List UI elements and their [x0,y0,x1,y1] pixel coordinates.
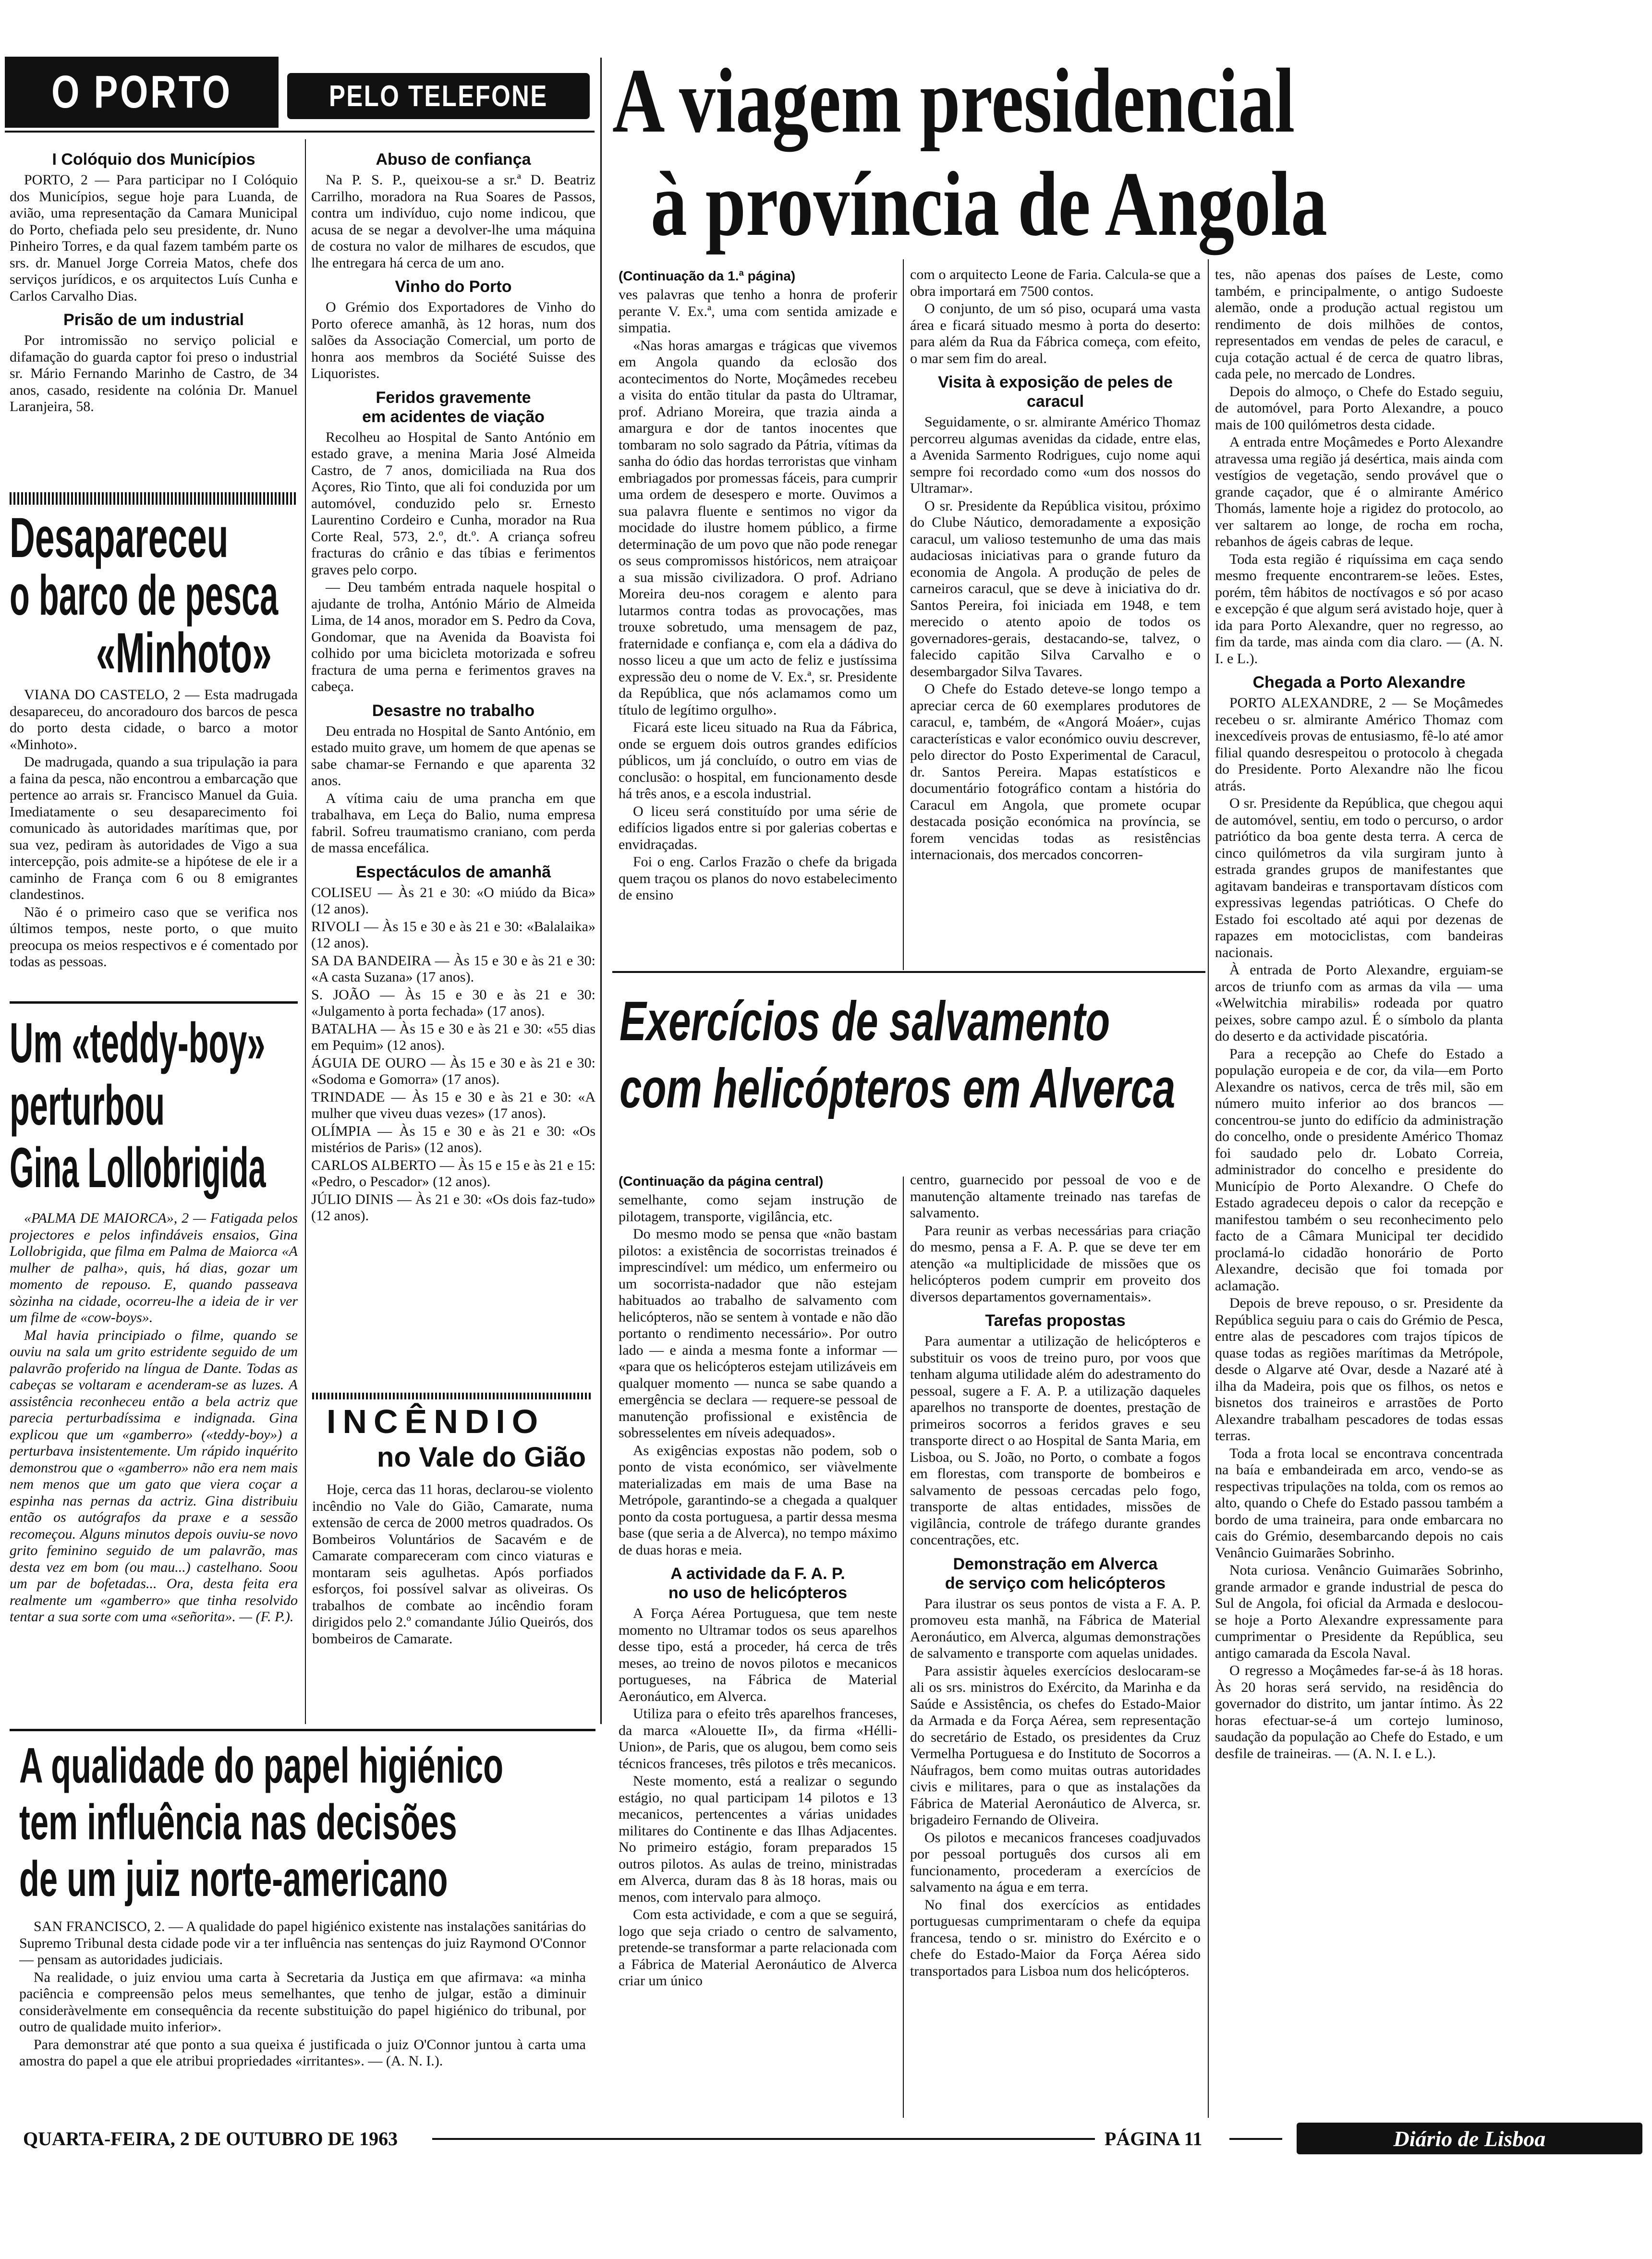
espectaculos-title: Espectáculos de amanhã [355,862,551,881]
exercicios-continuation: (Continuação da página central) [619,1174,824,1189]
viagem-c-paragraph-10: Toda a frota local se encontrava concentrada na baía e embandeirada em arco, vendo-se as respectivas tripulações na tolda, com os remos ao alto, quando o Chefe do Estado passou também a bordo de uma traineira, para onde embarcara no cais do Grémio, desembarcando depois no cais Venâncio Guimarães Sobrinho. [1215,1445,1503,1561]
viagem-c-paragraph-1: tes, não apenas dos países de Leste, como também, e principalmente, o antigo Sudoeste alemão, onde a produção actual registou um rendimento de dois milhões de contos, representados em vendas de peles de caracul, e cuja cotação actual é de cerca de quatro libras, cada pele, no mercado de Londres. [1215,267,1503,382]
feridos-title-2: em acidentes de viação [362,407,545,426]
viagem-a-paragraph-2: «Nas horas amargas e trágicas que vivemos em Angola quando da eclosão dos acontecimentos do Norte, Moçâmedes recebeu a visita do então titular da pasta do Ultramar, prof. Adriano Moreira, que trazia ainda a amargura e dor de tantos inocentes que tombaram no solo sagrado da Pátria, vítimas da sanha do ódio das hordas terroristas que vinham embriagados por promessas fáceis, para cumprir uma ordem de desespero e morte. Ouvimos a sua palavra fluente e sentimos no vigor da mocidade do ilustre homem público, a firme determinação de um povo que não pode renegar os seus compromissos históricos, nem atraiçoar a sua missão civilizadora. O prof. Adriano Moreira deu-nos coragem e alento para lutarmos contra todas as provocações, mas trouxe sobretudo, uma mensagem de paz, fraternidade e confiança e, com ela a dádiva do nosso liceu a que um acto de feliz e justíssima expressão deu o nome de V. Ex.ª, sr. Presidente da República, que nós aclamamos como um título de legítimo orgulho». [619,337,897,718]
exercicios-a-paragraph-7: Com esta actividade, e com a que se seguirá, logo que seja criado o centro de salvamento, pretende-se transformar a parte relacionada com a Fábrica de Material Aeronáutico de Alverca criar um único [619,1907,897,1989]
papel-headline-line-2: tem influência nas decisões [19,1795,457,1850]
viagem-c-paragraph-6: O sr. Presidente da República, que chegou aqui de automóvel, sentiu, em todo o percurso, o ardor patriótico da boa gente desta terra. A cerca de cinco quilómetros da vila surgiram junto à estrada grandes grupos de manifestantes que agitavam bandeiras e transportavam dísticos com expressivas legendas patrióticas. O Chefe do Estado foi escoltado até aqui por dezenas de rapazes em motociclistas, com bandeiras nacionais. [1215,795,1503,960]
espectaculo-item: COLISEU — Às 21 e 30: «O miúdo da Bica» (12 anos). [311,884,595,917]
exercicios-b-paragraph-2: Para reunir as verbas necessárias para criação do mesmo, pensa a F. A. P. que se deve ter em atenção «a multiplicidade de missões que os helicópteros podem cumprir em proveito dos diversos departamentos governamentais». [910,1222,1201,1305]
papel-headline-line-1: A qualidade do papel higiénico [19,1738,504,1794]
viagem-column-a [619,267,897,968]
desastre-paragraph-2: A vítima caiu de uma prancha em que trabalhava, em Leça do Balio, numa empresa fabril. Sofreu traumatismo craniano, com perda de massa encefálica. [311,790,595,856]
barco-paragraph-2: De madrugada, quando a sua tripulação ia para a faina da pesca, não encontrou a embarcação que pertence ao arrais sr. Francisco Manuel da Guia. Imediatamente o seu desaparecimento foi comunicado às autoridades marítimas que, por sua vez, pediram às autoridades de Vigo a sua intercepção, pois admite-se a hipótese de ele ir a caminho de França com 6 ou 8 emigrantes clandestinos. [10,754,298,902]
divider-rule-1 [10,1001,298,1004]
viagem-headline-line-2: à província de Angola [651,153,1327,255]
feridos-paragraph-2: — Deu também entrada naquele hospital o ajudante de trolha, António Mário de Almeida Lima, de 14 anos, morador em S. Pedro da Cova, Gondomar, que na Avenida da Boavista foi colhido por uma bicicleta motorizada e sofreu fractura de uma perna e ferimentos graves na cabeça. [311,579,595,694]
desastre-title: Desastre no trabalho [372,701,535,720]
espectaculo-item: OLÍMPIA — Às 15 e 30 e às 21 e 30: «Os mistérios de Paris» (12 anos). [311,1123,595,1155]
column-1-top [10,144,298,490]
column-2 [311,144,595,1397]
espectaculo-item: RIVOLI — Às 15 e 30 e às 21 e 30: «Balalaika» (12 anos). [311,918,595,951]
viagem-b-paragraph-1: com o arquitecto Leone de Faria. Calcula-se que a obra importará em 7500 contos. [910,267,1201,299]
incendio-title: INCÊNDIO [327,1403,545,1440]
exercicios-a-paragraph-4: A Força Aérea Portuguesa, que tem neste momento no Ultramar todos os seus aparelhos desse tipo, está a proceder, há cerca de três meses, ao treino de novos pilotos e mecanicos portugueses, na Fábrica de Material Aeronáutico, em Alverca. [619,1605,897,1704]
viagem-b-paragraph-5: O Chefe do Estado deteve-se longo tempo a apreciar cerca de 60 exemplares produtores de caracul, e, também, de «Angorá Moáer», cujas características e valor económico ouviu descrever, pelo director do Posto Experimental de Caracul, dr. Santos Pereira. Mapas estatísticos e documentário fotográfico contam a história do Caracul em Angola, que promete ocupar destacada posição económica na província, se forem vencidas todas as resistências internacionais, dos mercados concorren- [910,681,1201,862]
column-rule-5 [903,1177,904,2118]
divider-comb-1 [10,492,298,505]
teddy-paragraph-2: Mal havia principiado o filme, quando se ouviu na sala um grito estridente seguido de um palavrão proferido na língua de Dante. Todas as cabeças se voltaram e acenderam-se as luzes. A assistência reconheceu então a bela actriz que parecia perturbadíssima e indignada. Gina explicou que um «gamberro» («teddy-boy») a perturbava insistentemente. Um rápido inquérito demonstrou que o «gamberro» não era nem mais nem menos que um gato que viera coçar a espinha nas pernas da actriz. Gina distribuiu então os autógrafos da praxe e a sessão recomeçou. Alguns minutos depois ouviu-se novo grito feminino seguido de um palavrão, mas desta vez em bom (ou mau...) castelhano. Soou um par de bofetadas... Ora, desta feita era realmente um «gamberro» que tinha resolvido tentar a sua sorte com uma «señorita». — (F. P.). [10,1327,298,1625]
exercicios-b-paragraph-1: centro, guarnecido por pessoal de voo e de manutenção altamente treinado nas tarefas de salvamento. [910,1172,1201,1221]
actividade-fap-title-2: no uso de helicópteros [668,1584,848,1602]
footer-date: QUARTA-FEIRA, 2 DE OUTUBRO DE 1963 [23,2128,398,2150]
feridos-paragraph-1: Recolheu ao Hospital de Santo António em estado grave, a menina Maria José Almeida Castro, de 7 anos, domiciliada na Rua dos Açores, Rio Tinto, que ali foi conduzida por um automóvel, conduzido pelo sr. Ernesto Laurentino Cordeiro e Cunha, morador na Rua Corte Real, 573, 2.º, dt.º. A criança sofreu fracturas do crânio e das tíbias e ferimentos graves pelo corpo. [311,429,595,578]
teddy-headline-line-1: Um «teddy-boy» [10,1011,266,1075]
viagem-c-paragraph-8: Para a recepção ao Chefe do Estado a população europeia e de cor, da vila—em Porto Alexandre os nativos, cerca de três mil, são em número muito inferior ao dos brancos — concentrou-se junto do edifício da administração do concelho, onde o presidente Américo Thomaz foi saudado pelo dr. Lobato Correia, administrador do concelho e presidente do Município de Porto Alexandre. O Chefe do Estado agradeceu depois o calor da recepção e manifestou também o seu reconhecimento pelo facto de a Câmara Municipal ter decidido proclamá-lo cidadão honorário de Porto Alexandre, decisão que foi tomada por aclamação. [1215,1045,1503,1294]
column-rule-1 [305,139,306,1724]
exercicios-b-paragraph-7: No final dos exercícios as entidades portuguesas cumprimentaram o chefe da equipa francesa, tendo o sr. ministro do Exército e o chefe do Estado-Maior da Força Aérea sido transportados para Lisboa num dos helicópteros. [910,1896,1201,1979]
viagem-b-paragraph-4: O sr. Presidente da República visitou, próximo do Clube Náutico, demoradamente a exposição caracul, um valioso testemunho de uma das mais audaciosas iniciativas para o grande futuro da economia de Angola. A produção de peles de carneiros caracul, que se deve à iniciativa do dr. Santos Pereira, foi iniciada em 1948, e tem merecido o atento apoio de todos os governadores-gerais, destacando-se, talvez, o falecido capitão Silva Carvalho e o desembargador Silva Tavares. [910,498,1201,680]
espectaculo-item: S. JOÃO — Às 15 e 30 e às 21 e 30: «Julgamento à porta fechada» (17 anos). [311,986,595,1019]
exercicios-column-a [619,1172,897,2118]
barco-headline [10,506,298,685]
teddy-headline-line-3: Gina Lollobrigida [10,1136,266,1200]
exercicios-b-paragraph-4: Para ilustrar os seus pontos de vista a F. A. P. promoveu esta manhã, na Fábrica de Material Aeronáutico, em Alverca, algumas demonstrações de salvamento e transporte com aquelas unidades. [910,1595,1201,1661]
espectaculo-item: BATALHA — Às 15 e 30 e às 21 e 30: «55 dias em Pequim» (12 anos). [311,1020,595,1053]
incendio-subtitle: no Vale do Gião [377,1442,586,1473]
abuso-body: Na P. S. P., queixou-se a sr.ª D. Beatriz Carrilho, moradora na Rua Soares de Passos, contra um indivíduo, cujo nome indicou, que acusa de se negar a devolver-lhe uma máquina de costura no valor de milhares de escudos, que lhe entregara há cerca de um ano. [311,172,595,271]
divider-rule-papel [10,1729,595,1731]
papel-paragraph-2: Na realidade, o juiz enviou uma carta à Secretaria da Justiça em que afirmava: «a minha paciência e compreensão pelos meus semelhantes, que tenho de julgar, estão a diminuir consideràvelmente em consequência da recente substituição do papel higiénico do tribunal, por outro de qualidade muito inferior». [19,1969,586,2035]
exercicios-b-paragraph-5: Para assistir àqueles exercícios deslocaram-se ali os srs. ministros do Exército, da Marinha e da Saúde e Assistência, os chefes do Estado-Maior da Armada e da Força Aérea, sem representação do secretário de Estado, os presidentes da Cruz Vermelha Portuguesa e do Instituto de Socorros a Náufragos, bem como muitas outras autoridades civis e militares, para o que as instalações da Fábrica de Material Aeronáutico de Alverca, sr. brigadeiro Fernando de Oliveira. [910,1663,1201,1828]
column-rule-2 [600,58,602,1724]
actividade-fap-title-1: A actividade da F. A. P. [670,1565,845,1583]
viagem-a-paragraph-5: Foi o eng. Carlos Frazão o chefe da brigada quem traçou os planos do novo estabelecimento de ensino [619,854,897,903]
vinho-title: Vinho do Porto [395,278,512,296]
coloquio-body: PORTO, 2 — Para participar no I Colóquio dos Municípios, segue hoje para Luanda, de avião, uma representação da Camara Municipal do Porto, chefiada pelo seu presidente, dr. Nuno Pinheiro Torres, e da qual fazem também parte os srs. dr. Manuel Jorge Correia Matos, chefe dos serviços jurídicos, e os arquitectos Luís Cunha e Carlos Carvalho Dias. [10,172,298,304]
chegada-subtitle: Chegada a Porto Alexandre [1252,673,1466,692]
viagem-c-paragraph-4: Toda esta região é riquíssima em caça sendo mesmo frequente encontrarem-se leões. Estes, porém, têm hábitos de noctívagos e só por acaso e excepção é que algum será avistado hoje, quer à ida para Porto Alexandre, quer no regresso, ao fim da tarde, mas ainda com dia claro. — (A. N. I. e L.). [1215,551,1503,667]
viagem-a-paragraph-1: ves palavras que tenho a honra de proferir perante V. Ex.ª, uma com sentida amizade e simpatia. [619,287,897,336]
espectaculo-item: ÁGUIA DE OURO — Às 15 e 30 e às 21 e 30: «Sodoma e Gomorra» (17 anos). [311,1055,595,1087]
exercicios-headline-line-2: com helicópteros em Alverca [620,1057,1176,1119]
barco-headline-line-1: Desapareceu [10,506,229,570]
o-porto-title: O PORTO [51,66,232,118]
viagem-column-c [1215,267,1642,2120]
abuso-title: Abuso de confiança [376,150,531,169]
exercicios-a-paragraph-6: Neste momento, está a realizar o segundo estágio, no qual participam 14 pilotos e 13 mecanicos, pertencentes a várias unidades militares do Continente e das Ilhas Adjacentes. No primeiro estágio, foram preparados 15 outros pilotos. As aulas de treino, ministradas em Alverca, duram das 8 às 18 horas, mais ou menos, com intervalo para almoço. [619,1773,897,1905]
diario-de-lisboa-logo [1297,2123,1642,2154]
viagem-column-b [910,267,1201,968]
coloquio-title: I Colóquio dos Municípios [52,150,255,169]
exercicios-a-paragraph-3: As exigências expostas não podem, sob o ponto de vista económico, ser viàvelmente materializadas em mais de uma Base na Metrópole, garantindo-se a chegada a qualquer ponto da costa portuguesa, a partir dessa mesma base (que seria a de Alverca), no tempo máximo de duas horas e meia. [619,1442,897,1558]
incendio-body: Hoje, cerca das 11 horas, declarou-se violento incêndio no Vale do Gião, Camarate, numa extensão de cerca de 2000 metros quadrados. Os Bombeiros Voluntários de Sacavém e de Camarate compareceram com cinco viaturas e montaram seis agulhetas. Após porfiados esforços, foi possível salvar as oliveiras. Os trabalhos de combate ao incêndio foram dirigidos pelo 2.º comandante Júlio Queirós, dos bombeiros de Camarate. [312,1482,593,1647]
viagem-c-paragraph-11: Nota curiosa. Venâncio Guimarães Sobrinho, grande armador e grande industrial de pesca do Sul de Angola, foi oficial da Armada e deslocou-se hoje a Porto Alexandre expressamente para cumprimentar o Presidente da República, seu antigo camarada da Escola Naval. [1215,1562,1503,1661]
barco-headline-line-2: o barco de pesca [10,564,279,627]
prisao-title: Prisão de um industrial [63,311,244,329]
footer-page-number: PÁGINA 11 [1105,2128,1203,2150]
exercicios-a-paragraph-1: semelhante, como sejam instrução de pilotagem, transporte, vigilância, etc. [619,1192,897,1225]
desastre-paragraph-1: Deu entrada no Hospital de Santo António, em estado muito grave, um homem de que apenas se sabe chamar-se Fernando e que aparenta 32 anos. [311,723,595,789]
papel-headline-line-3: de um juiz norte-americano [19,1851,448,1907]
papel-paragraph-1: SAN FRANCISCO, 2. — A qualidade do papel higiénico existente nas instalações sanitárias do Supremo Tribunal desta cidade pode vir a ter influência nas sentenças do juiz Raymond O'Connor — pensam as autoridades judiciais. [19,1919,586,1968]
viagem-a-paragraph-3: Ficará este liceu situado na Rua da Fábrica, onde se erguem dois outros grandes edifícios públicos, um já concluído, o outro em vias de conclusão: o hospital, em funcionamento desde há três anos, e a escola industrial. [619,719,897,802]
barco-article [10,687,298,999]
diario-de-lisboa-logo-text: Diário de Lisboa [1393,2126,1546,2151]
espectaculo-item: TRINDADE — Às 15 e 30 e às 21 e 30: «A mulher que viveu duas vezes» (17 anos). [311,1089,595,1121]
barco-paragraph-3: Não é o primeiro caso que se verifica nos últimos tempos, neste porto, o que muito preocupa os meios respectivos e é comentado por todas as pessoas. [10,904,298,970]
vinho-body: O Grémio dos Exportadores de Vinho do Porto oferece amanhã, às 12 horas, num dos salões da Associação Comercial, um porto de honra aos membros da Société Suisse des Liquoristes. [311,299,595,381]
teddy-paragraph-1: «PALMA DE MAIORCA», 2 — Fatigada pelos projectores e pelos infindáveis ensaios, Gina Lollobrigida, que filma em Palma de Maiorca «A mulher de palha», quis, há dias, gozar um momento de repouso. E, quando passeava sòzinha na cidade, ocorreu-lhe a ideia de ir ver um filme de «cow-boys». [10,1210,298,1325]
papel-paragraph-3: Para demonstrar até que ponto a sua queixa é justificada o juiz O'Connor juntou à carta uma amostra do papel a que ele atribui propriedades «irritantes». — (A. N. I.). [19,2036,586,2069]
viagem-c-paragraph-7: À entrada de Porto Alexandre, erguiam-se arcos de triunfo com as armas da vila — uma «Welwitchia mirabilis» rodeada por quatro peixes, sobre campo azul. É o símbolo da planta do deserto e da actividade piscatória. [1215,962,1503,1044]
demonstracao-title-1: Demonstração em Alverca [953,1555,1158,1573]
footer-rule-right [1229,2138,1282,2140]
masthead-rule [5,131,595,133]
pelo-telefone-title: PELO TELEFONE [329,79,548,113]
papel-article [19,1919,586,2120]
espectaculo-item: CARLOS ALBERTO — Às 15 e 15 e às 21 e 15: «Pedro, o Pescador» (12 anos). [311,1157,595,1190]
exercicios-headline-line-1: Exercícios de salvamento [620,990,1110,1052]
exercicios-a-paragraph-2: Do mesmo modo se pensa que «não bastam pilotos: a existência de socorristas treinados é imprescindível: um médico, um enfermeiro ou um socorrista-nadador que não estejam habituados ao trabalho de salvamento com helicópteros, não se sentem à vontade e não dão portanto o rendimento necessário». Por outro lado — e ainda a mesma fonte a informar — «para que os helicópteros estejam utilizáveis em qualquer momento — nunca se sabe quando a emergência se declara — requere-se pessoal de manutenção profissional e existência de sobresselentes em níveis adequados». [619,1226,897,1441]
exercicios-b-paragraph-3: Para aumentar a utilização de helicópteros e substituir os voos de treino puro, por voos que tenham alguma utilidade além do adestramento do pessoal, sugere a F. A. P. a utilização daqueles aparelhos no transporte de doentes, prestação de primeiros socorros a feridos graves e seu transporte direct o ao Hospital de Santa Maria, em Lisboa, ou S. João, no Porto, o combate a fogos em florestas, com transporte de bombeiros e salvamento de pessoas cercadas pelo fogo, transporte de altas entidades, missões de vigilância, controle de tráfego durante grandes concentrações, etc. [910,1333,1201,1548]
column-rule-4 [1208,259,1209,2118]
viagem-headline-line-1: A viagem presidencial [612,49,1295,152]
demonstracao-title-2: de serviço com helicópteros [945,1574,1166,1592]
caracul-subtitle: Visita à exposição de peles de caracul [938,373,1173,411]
viagem-c-paragraph-3: A entrada entre Moçâmedes e Porto Alexandre atravessa uma região já desértica, mais ainda com vestígios de vegetação, sendo provável que o grande caçador, que é o almirante Américo Thomás, lamente hoje a rigidez do protocolo, ao ver saltarem ao longe, de rocha em rocha, rebanhos de ágeis cabras de leque. [1215,434,1503,549]
barco-paragraph-1: VIANA DO CASTELO, 2 — Esta madrugada desapareceu, do ancoradouro dos barcos de pesca do porto desta cidade, o barco a motor «Minhoto». [10,687,298,753]
o-porto-masthead [5,57,279,128]
teddy-headline [10,1013,298,1215]
footer-rule-left [432,2138,1095,2140]
viagem-c-paragraph-12: O regresso a Moçâmedes far-se-á às 18 horas. Às 20 horas será servido, na residência do governador do distrito, um jantar íntimo. Às 22 horas efectuar-se-á um cortejo luminoso, saudação da população ao Chefe do Estado, e um desfile de traineiras. — (A. N. I. e L.). [1215,1663,1503,1761]
incendio-headline [312,1402,595,1479]
papel-headline [19,1737,595,1920]
column-rule-3 [903,259,904,970]
divider-rule-exercicios [612,971,1205,973]
viagem-c-paragraph-5: PORTO ALEXANDRE, 2 — Se Moçâmedes recebeu o sr. almirante Américo Thomaz com inexcedíveis provas de entusiasmo, fê-lo até amor filial quando desrespeitou o protocolo à chegada do Presidente. Porto Alexandre não lhe ficou atrás. [1215,695,1503,794]
divider-comb-2 [312,1393,591,1399]
teddy-headline-line-2: perturbou [10,1074,165,1137]
viagem-c-paragraph-2: Depois do almoço, o Chefe do Estado seguiu, de automóvel, para Porto Alexandre, a pouco mais de 100 quilómetros desta cidade. [1215,383,1503,433]
exercicios-b-paragraph-6: Os pilotos e mecanicos franceses coadjuvados por pessoal português dos cursos ali em funcionamento, procederam a exercícios de salvamento na água e em terra. [910,1829,1201,1895]
exercicios-a-paragraph-5: Utiliza para o efeito três aparelhos franceses, da marca «Alouette II», da firma «Hélli-Union», de Paris, que os alugou, bem como seis técnicos franceses, três pilotos e três mecanicos. [619,1706,897,1772]
viagem-a-paragraph-4: O liceu será constituído por uma série de edifícios ligados entre si por galerias cobertas e envidraçadas. [619,803,897,852]
pelo-telefone-masthead [287,73,590,119]
feridos-title-1: Feridos gravemente [376,388,531,407]
incendio-article [312,1482,593,1722]
viagem-continuation: (Continuação da 1.ª página) [619,268,796,283]
viagem-b-paragraph-2: O conjunto, de um só piso, ocupará uma vasta área e ficará situado mesmo à porta do deserto: para além da Rua da Fábrica começa, com efeito, o mar sem fim do areal. [910,301,1201,366]
viagem-c-paragraph-9: Depois de breve repouso, o sr. Presidente da República seguiu para o cais do Grémio de Pesca, entre alas de pescadores com trajos típicos de quase todas as regiões marítimas da Metrópole, desde o Algarve até Ovar, desde a Nazaré até à ilha da Madeira, pois que os filhos, os netos e bisnetos dos traineiros e arrastões de Porto Alexandre trabalham pescadores de todas essas terras. [1215,1295,1503,1444]
espectaculo-item: SA DA BANDEIRA — Às 15 e 30 e às 21 e 30: «A casta Suzana» (17 anos). [311,952,595,985]
teddy-article [10,1210,298,1724]
viagem-b-paragraph-3: Seguidamente, o sr. almirante Américo Thomaz percorreu algumas avenidas da cidade, entre elas, a Avenida Sarmento Rodrigues, cujo nome aqui sempre foi recordado como «um dos nossos do Ultramar». [910,414,1201,496]
exercicios-column-b [910,1172,1201,2118]
barco-headline-line-3: «Minhoto» [96,621,272,685]
viagem-headline [612,50,1645,262]
exercicios-headline [620,989,1205,1153]
prisao-body: Por intromissão no serviço policial e difamação do guarda captor foi preso o industrial sr. Mário Fernando Marinho de Castro, de 34 anos, casado, residente na colónia Dr. Manuel Laranjeira, 58. [10,332,298,414]
espectaculo-item: JÚLIO DINIS — Às 21 e 30: «Os dois faz-tudo» (12 anos). [311,1191,595,1224]
tarefas-propostas-title: Tarefas propostas [985,1312,1126,1330]
